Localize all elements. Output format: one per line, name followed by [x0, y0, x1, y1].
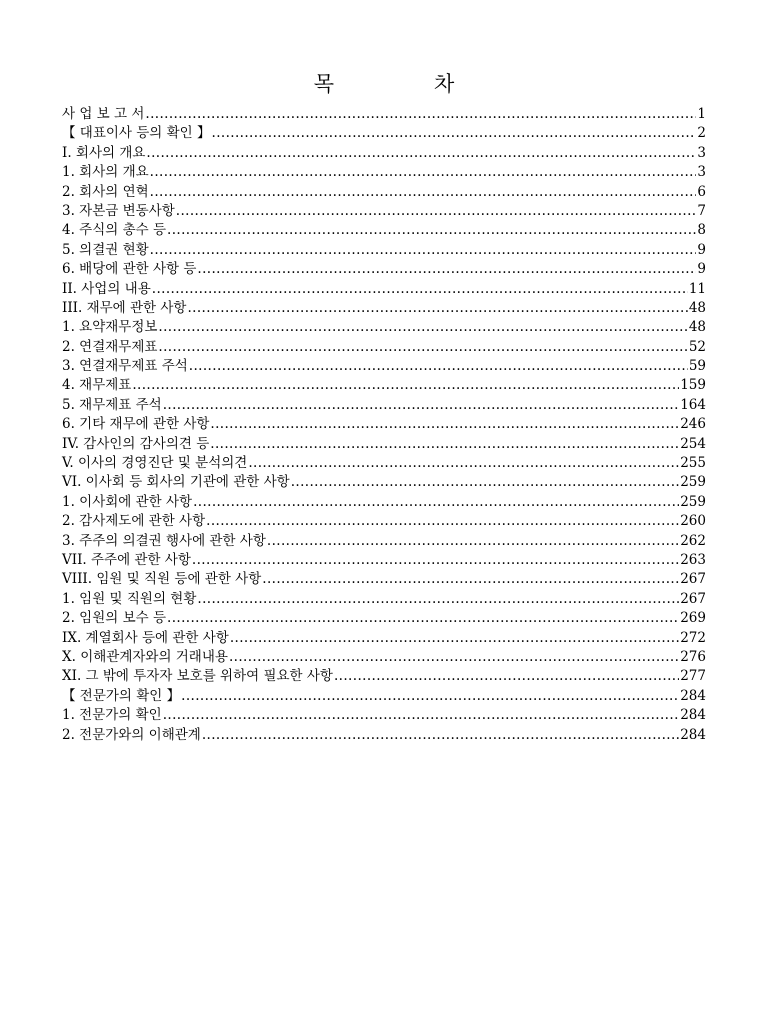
toc-entry[interactable]	[62, 532, 706, 551]
toc-entry-page: 284	[680, 726, 706, 743]
toc-dot-leader	[212, 124, 697, 143]
toc-dot-leader	[158, 318, 687, 337]
toc-entry-label: 5. 의결권 현황	[62, 241, 149, 258]
toc-entry-page: 254	[680, 435, 706, 452]
toc-entry-page: 164	[680, 396, 706, 413]
toc-entry[interactable]	[62, 376, 706, 395]
document-page	[62, 68, 706, 745]
toc-entry-label: 6. 기타 재무에 관한 사항	[62, 416, 210, 433]
toc-entry[interactable]	[62, 415, 706, 434]
toc-dot-leader	[291, 473, 680, 492]
toc-entry[interactable]	[62, 512, 706, 531]
toc-entry[interactable]	[62, 144, 706, 163]
toc-entry-label: I. 회사의 개요	[62, 144, 146, 161]
toc-dot-leader	[229, 648, 679, 667]
toc-entry[interactable]	[62, 183, 706, 202]
toc-entry[interactable]	[62, 454, 706, 473]
toc-entry-label: X. 이해관계자와의 거래내용	[62, 648, 228, 665]
toc-entry-page: 267	[680, 590, 706, 607]
toc-entry-label: 2. 감사제도에 관한 사항	[62, 513, 206, 530]
toc-entry-label: 6. 배당에 관한 사항 등	[62, 261, 197, 278]
title-char-2: 차	[434, 72, 455, 96]
toc-entry-page: 276	[680, 648, 706, 665]
toc-dot-leader	[192, 551, 679, 570]
toc-dot-leader	[197, 590, 679, 609]
toc-entry[interactable]	[62, 318, 706, 337]
title-char-1: 목	[313, 72, 334, 96]
toc-entry[interactable]	[62, 202, 706, 221]
toc-entry[interactable]	[62, 706, 706, 725]
toc-entry-page: 277	[680, 668, 706, 685]
toc-dot-leader	[176, 202, 697, 221]
toc-dot-leader	[248, 454, 679, 473]
toc-entry-page: 284	[680, 687, 706, 704]
toc-entry-page: 11	[688, 280, 706, 297]
toc-entry-label: VII. 주주에 관한 사항	[62, 551, 191, 568]
toc-dot-leader	[187, 299, 687, 318]
toc-entry[interactable]	[62, 338, 706, 357]
toc-entry[interactable]	[62, 629, 706, 648]
toc-entry-label: 3. 연결재무제표 주석	[62, 358, 188, 375]
toc-entry[interactable]	[62, 396, 706, 415]
toc-entry[interactable]	[62, 570, 706, 589]
toc-entry-label: 사 업 보 고 서	[62, 106, 145, 122]
toc-entry[interactable]	[62, 299, 706, 318]
toc-entry-page: 9	[697, 261, 706, 278]
toc-dot-leader	[230, 629, 679, 648]
toc-entry[interactable]	[62, 241, 706, 260]
toc-entry-page: 260	[680, 513, 706, 530]
toc-dot-leader	[163, 396, 680, 415]
toc-entry-page: 8	[697, 222, 706, 239]
toc-dot-leader	[334, 667, 679, 686]
toc-entry-label: III. 재무에 관한 사항	[62, 299, 187, 316]
toc-dot-leader	[197, 260, 696, 279]
toc-dot-leader	[150, 163, 697, 182]
toc-entry-label: V. 이사의 경영진단 및 분석의견	[62, 455, 248, 472]
toc-entry[interactable]	[62, 648, 706, 667]
toc-entry-page: 3	[697, 164, 706, 181]
toc-entry-label: 3. 자본금 변동사항	[62, 202, 175, 219]
toc-entry[interactable]	[62, 221, 706, 240]
toc-entry-page: 284	[680, 707, 706, 724]
toc-entry-label: 2. 임원의 보수 등	[62, 610, 166, 627]
toc-entry-page: 9	[697, 241, 706, 258]
toc-entry-page: 255	[680, 455, 706, 472]
toc-entry[interactable]	[62, 687, 706, 706]
toc-entry-label: 2. 전문가와의 이해관계	[62, 726, 201, 743]
toc-dot-leader	[146, 144, 696, 163]
toc-entry-label: 3. 주주의 의결권 행사에 관한 사항	[62, 532, 266, 549]
toc-dot-leader	[150, 183, 697, 202]
toc-entry-page: 269	[680, 610, 706, 627]
toc-entry[interactable]	[62, 105, 706, 124]
toc-entry-page: 48	[688, 319, 706, 336]
toc-entry-label: 4. 주식의 총수 등	[62, 222, 166, 239]
toc-entry-page: 272	[680, 629, 706, 646]
toc-entry-label: VI. 이사회 등 회사의 기관에 관한 사항	[62, 474, 290, 491]
toc-entry-page: 48	[688, 299, 706, 316]
toc-entry-label: 1. 이사회에 관한 사항	[62, 493, 193, 510]
toc-dot-leader	[167, 609, 679, 628]
toc-dot-leader	[145, 105, 696, 124]
toc-entry-label: 5. 재무제표 주석	[62, 396, 162, 413]
toc-entry-label: 【 전문가의 확인 】	[62, 687, 181, 704]
toc-dot-leader	[181, 687, 679, 706]
toc-dot-leader	[163, 706, 680, 725]
toc-entry-label: 4. 재무제표	[62, 377, 132, 394]
toc-entry-label: 1. 요약재무정보	[62, 319, 158, 336]
toc-dot-leader	[152, 280, 688, 299]
toc-entry-page: 267	[680, 571, 706, 588]
toc-entry[interactable]	[62, 493, 706, 512]
toc-entry-label: 2. 연결재무제표	[62, 338, 158, 355]
toc-entry-label: 1. 전문가의 확인	[62, 707, 162, 724]
toc-entry-page: 3	[697, 144, 706, 161]
toc-dot-leader	[158, 338, 687, 357]
toc-entry-label: IV. 감사인의 감사의견 등	[62, 435, 210, 452]
toc-entry-page: 263	[680, 551, 706, 568]
toc-entry-label: 【 대표이사 등의 확인 】	[62, 125, 211, 142]
toc-entry-label: 1. 회사의 개요	[62, 164, 149, 181]
toc-dot-leader	[193, 493, 679, 512]
toc-entry-label: VIII. 임원 및 직원 등에 관한 사항	[62, 571, 262, 588]
toc-dot-leader	[267, 532, 679, 551]
toc-entry-page: 262	[680, 532, 706, 549]
toc-entry[interactable]	[62, 667, 706, 686]
toc-entry[interactable]	[62, 124, 706, 143]
toc-dot-leader	[189, 357, 688, 376]
toc-entry[interactable]	[62, 590, 706, 609]
toc-entry-label: 2. 회사의 연혁	[62, 183, 149, 200]
toc-entry-page: 259	[680, 493, 706, 510]
page-title	[62, 68, 706, 102]
toc-dot-leader	[210, 415, 679, 434]
toc-entry-label: 1. 임원 및 직원의 현황	[62, 590, 197, 607]
toc-entry-page: 259	[680, 474, 706, 491]
toc-entry[interactable]	[62, 260, 706, 279]
toc-dot-leader	[210, 435, 679, 454]
toc-entry-page: 159	[680, 377, 706, 394]
toc-entry[interactable]	[62, 357, 706, 376]
toc-entry[interactable]	[62, 726, 706, 745]
toc-entry[interactable]	[62, 280, 706, 299]
toc-entry[interactable]	[62, 473, 706, 492]
toc-dot-leader	[262, 570, 679, 589]
toc-dot-leader	[132, 376, 679, 395]
toc-entry-page: 2	[697, 125, 706, 142]
toc-entry-page: 246	[680, 416, 706, 433]
toc-entry-page: 52	[688, 338, 706, 355]
toc-entry[interactable]	[62, 435, 706, 454]
toc-dot-leader	[202, 726, 679, 745]
toc-entry-label: II. 사업의 내용	[62, 280, 151, 297]
toc-entry-label: XI. 그 밖에 투자자 보호를 위하여 필요한 사항	[62, 668, 333, 685]
table-of-contents	[62, 105, 706, 745]
toc-entry-page: 1	[697, 106, 706, 122]
toc-entry-label: IX. 계열회사 등에 관한 사항	[62, 629, 229, 646]
toc-entry[interactable]	[62, 163, 706, 182]
toc-entry-page: 7	[697, 202, 706, 219]
toc-entry[interactable]	[62, 609, 706, 628]
toc-dot-leader	[206, 512, 679, 531]
toc-dot-leader	[150, 241, 697, 260]
toc-entry[interactable]	[62, 551, 706, 570]
toc-entry-page: 6	[697, 183, 706, 200]
toc-entry-page: 59	[688, 358, 706, 375]
toc-dot-leader	[167, 221, 696, 240]
